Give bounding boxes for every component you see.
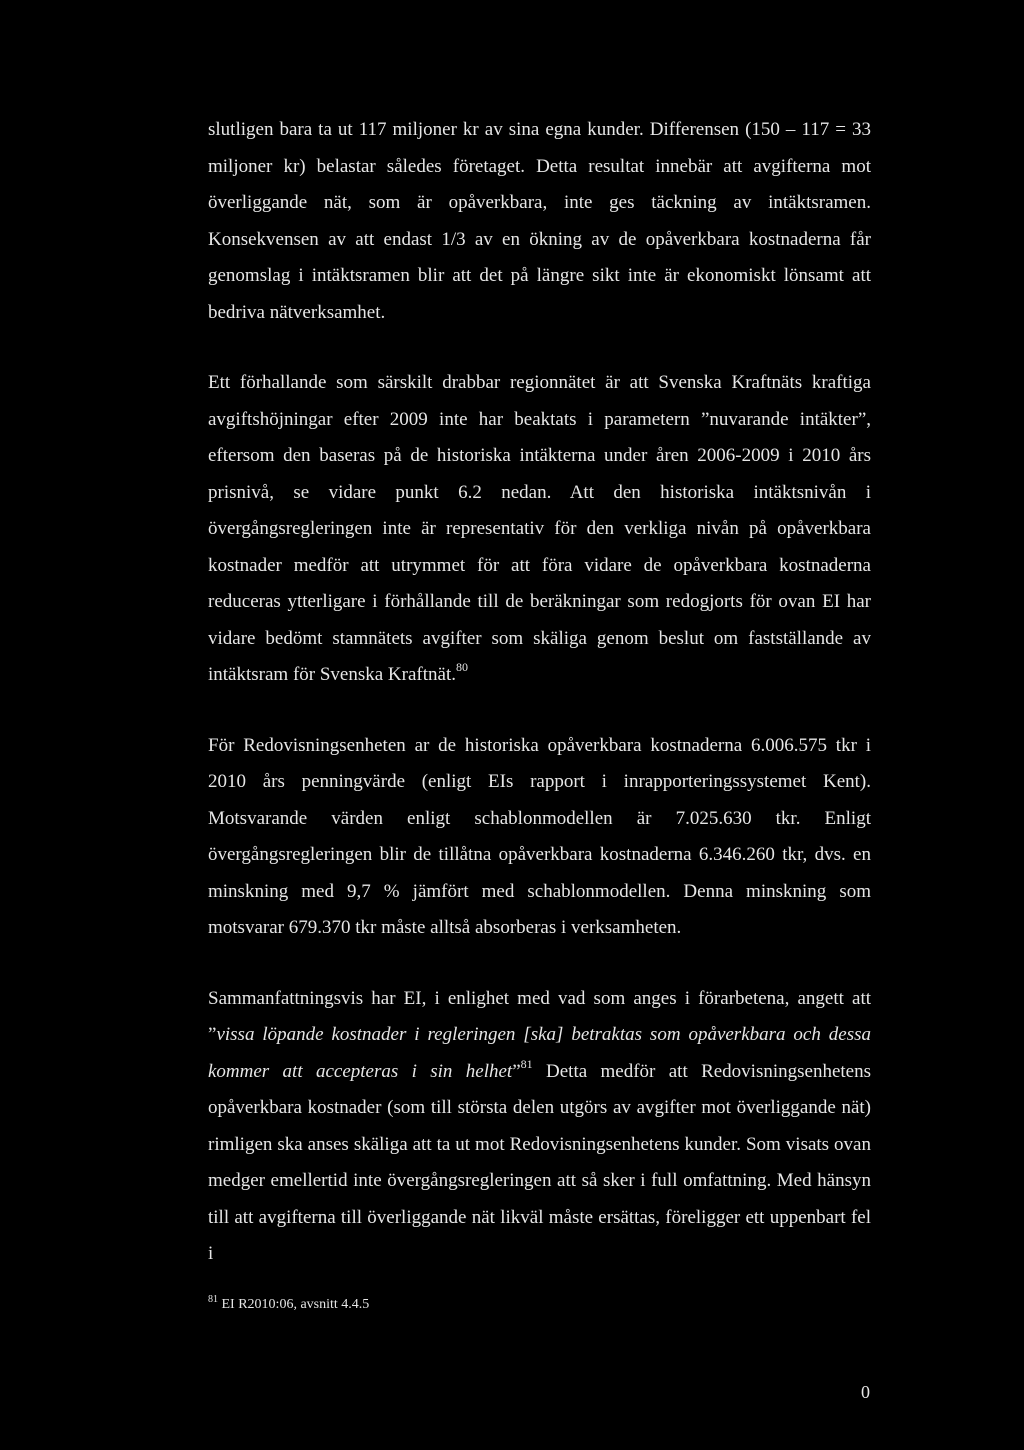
page-number: 0 <box>861 1382 870 1402</box>
paragraph-1: slutligen bara ta ut 117 miljoner kr av sina egna kunder. Differensen (150 – 117 = 33 miljoner kr) belastar således företaget. Detta resultat innebär att avgifterna mot överliggande nät, som är opåverkbara, inte ges täckning av intäktsramen. Konsekvensen av att endast 1/3 av en ökning av de opåverkbara kostnaderna får genomslag i intäktsramen blir att det på längre sikt inte är ekonomiskt lönsamt att bedriva nätverksamhet. <box>208 119 871 323</box>
paragraph-4 <box>208 981 871 1273</box>
paragraph-4-rest: Detta medför att Redovisningsenhetens opåverkbara kostnader (som till största delen utgörs av avgifter mot överliggande nät) rimligen ska anses skäliga att ta ut mot Redovisningsenhetens kunder. Som visats ovan medger emellertid inte övergångsregleringen att så sker i full omfattning. Med hänsyn till att avgifterna till överliggande nät likväl måste ersättas, föreligger ett uppenbart fel i <box>208 1060 871 1264</box>
paragraph-2-text: Ett förhallande som särskilt drabbar regionnätet är att Svenska Kraftnäts kraftiga avgiftshöjningar efter 2009 inte har beaktats i parametern ”nuvarande intäkter”, eftersom den baseras på de historiska intäkterna under åren 2006-2009 i 2010 års prisnivå, se vidare punkt 6.2 nedan. Att den historiska intäktsnivån i övergångsregleringen inte är representativ för den verkliga nivån på opåverkbara kostnader medför att utrymmet för att föra vidare de opåverkbara kostnaderna reduceras ytterligare i förhållande till de beräkningar som redogjorts för ovan EI har vidare bedömt stamnätets avgifter som skäliga genom beslut om fastställande av intäktsram för Svenska Kraftnät. <box>208 372 871 685</box>
paragraph-2 <box>208 365 871 694</box>
paragraph-3: För Redovisningsenheten ar de historiska opåverkbara kostnaderna 6.006.575 tkr i 2010 års penningvärde (enligt EIs rapport i inrapporteringssystemet Kent). Motsvarande värden enligt schablonmodellen är 7.025.630 tkr. Enligt övergångsregleringen blir de tillåtna opåverkbara kostnaderna 6.346.260 tkr, dvs. en minskning med 9,7 % jämfört med schablonmodellen. Denna minskning som motsvarar 679.370 tkr måste alltså absorberas i verksamheten. <box>208 734 871 938</box>
footnote-reference-80: 80 <box>455 660 468 674</box>
paragraph-4-intro: Sammanfattningsvis har EI, i enlighet med vad som anges i förarbetena, angett att ” <box>208 987 871 1045</box>
footnote-text: EI R2010:06, avsnitt 4.4.5 <box>218 1297 370 1312</box>
footnote-number: 81 <box>208 1294 218 1305</box>
paragraph-4-quote: vissa löpande kostnader i regleringen [ska] betraktas som opåverkbara och dessa kommer att accepteras i sin helhet <box>208 1024 871 1082</box>
paragraph-4-quote-close: ” <box>512 1060 521 1082</box>
footnote <box>208 1294 369 1313</box>
footnote-reference-81: 81 <box>520 1056 533 1071</box>
document-body <box>208 112 871 1273</box>
